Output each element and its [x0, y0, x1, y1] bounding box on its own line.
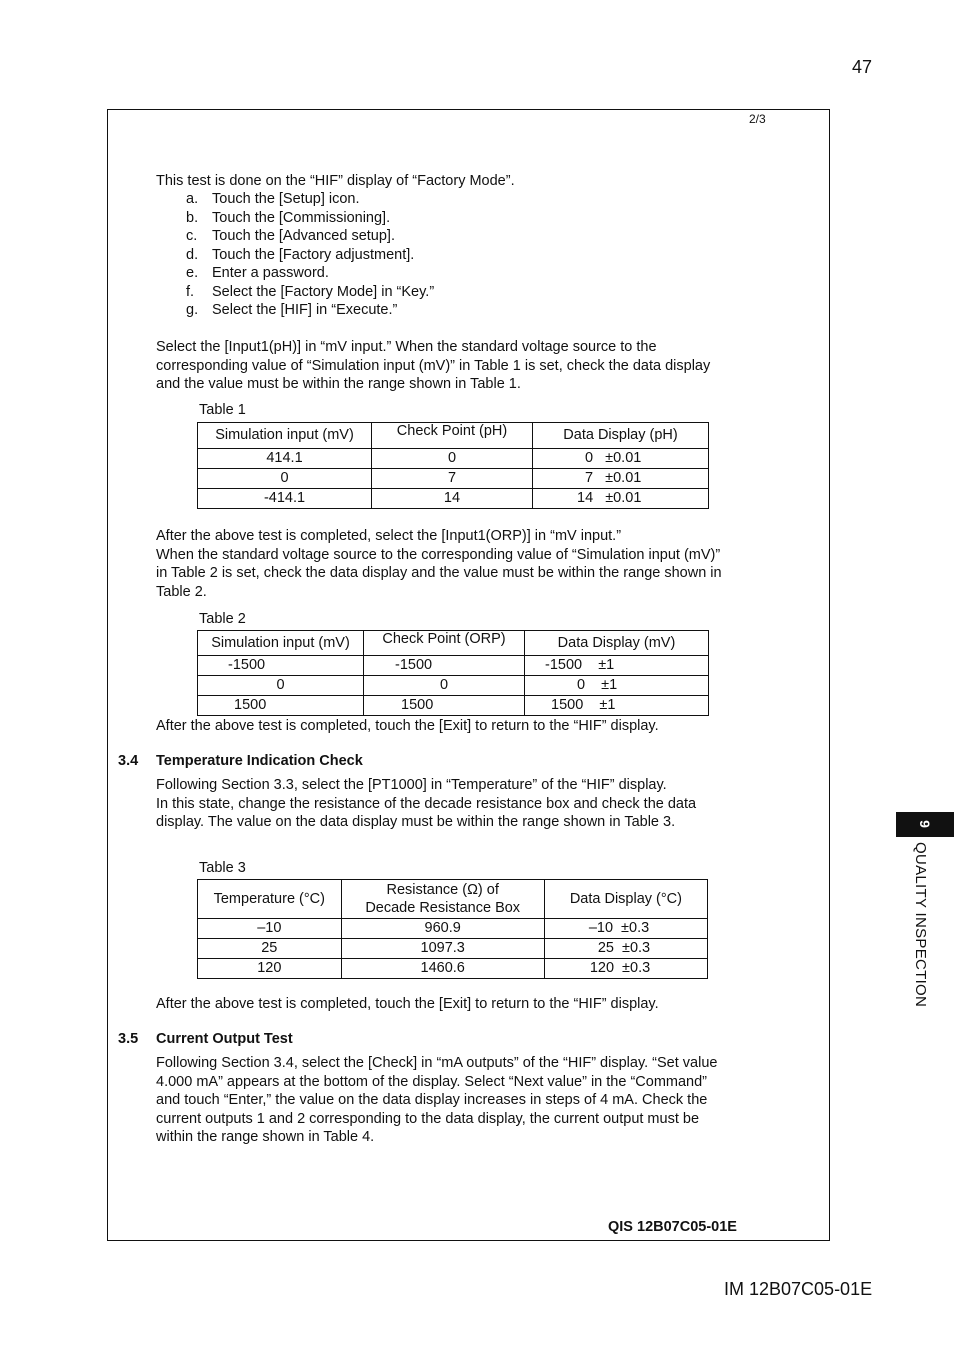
- list-letter: c.: [186, 228, 198, 244]
- table-header: Data Display (pH): [533, 423, 709, 449]
- list-text: Touch the [Commissioning].: [212, 209, 391, 226]
- sheet-number: 2/3: [749, 112, 766, 126]
- table-row: [198, 676, 709, 696]
- paragraph-2: [156, 527, 722, 601]
- paragraph-line: and touch “Enter,” the value on the data display increases in steps of 4 mA. Check the: [156, 1092, 708, 1108]
- table-cell: 7 ±0.01: [533, 469, 709, 489]
- table-cell: 25 ±0.3: [544, 939, 707, 959]
- table-cell: 0 ±0.01: [533, 449, 709, 469]
- table-cell: -1500 ±1: [525, 656, 709, 676]
- table-cell: -1500: [364, 656, 525, 676]
- intro-text: This test is done on the “HIF” display of “Factory Mode”.: [156, 173, 515, 189]
- table-cell: 14 ±0.01: [533, 489, 709, 509]
- table-cell: 414.1: [198, 449, 372, 469]
- table-cell: 7: [372, 469, 533, 489]
- list-text: Select the [Factory Mode] in “Key.”: [212, 283, 435, 300]
- table-row: [198, 959, 708, 979]
- paragraph-line: and the value must be within the range shown in Table 1.: [156, 376, 521, 392]
- table-1: [197, 422, 709, 509]
- table-cell: -414.1: [198, 489, 372, 509]
- table-cell: 14: [372, 489, 533, 509]
- list-item: [186, 301, 434, 320]
- table-cell: 960.9: [341, 919, 544, 939]
- table-cell: 1500: [364, 696, 525, 716]
- paragraph-3: After the above test is completed, touch the [Exit] to return to the “HIF” display.: [156, 718, 659, 734]
- table-2-caption: Table 2: [199, 611, 246, 627]
- table-cell: –10 ±0.3: [544, 919, 707, 939]
- list-item: [186, 227, 434, 246]
- table-header: Data Display (°C): [544, 880, 707, 919]
- paragraph-line: Following Section 3.3, select the [PT1000] in “Temperature” of the “HIF” display.: [156, 777, 667, 793]
- table-cell: 1460.6: [341, 959, 544, 979]
- paragraph-4: After the above test is completed, touch the [Exit] to return to the “HIF” display.: [156, 996, 659, 1012]
- paragraph-line: Select the [Input1(pH)] in “mV input.” When the standard voltage source to the: [156, 339, 657, 355]
- list-text: Select the [HIF] in “Execute.”: [212, 302, 398, 318]
- list-item: [186, 264, 434, 283]
- list-item: [186, 209, 434, 228]
- list-text: Touch the [Factory adjustment].: [212, 246, 415, 263]
- table-3-caption: Table 3: [199, 860, 246, 876]
- table-row: [198, 939, 708, 959]
- list-letter: e.: [186, 265, 199, 281]
- table-3: [197, 879, 708, 979]
- document-number: IM 12B07C05-01E: [724, 1279, 873, 1299]
- table-row: [198, 656, 709, 676]
- table-cell: -1500: [198, 656, 364, 676]
- section-number: 3.5: [118, 1031, 139, 1047]
- list-item: [186, 283, 434, 302]
- list-text: Touch the [Advanced setup].: [212, 228, 395, 244]
- table-row: [198, 489, 709, 509]
- header-line: Decade Resistance Box: [365, 900, 521, 916]
- list-letter: a.: [186, 191, 199, 207]
- list-text: Touch the [Setup] icon.: [212, 191, 360, 207]
- paragraph-line: After the above test is completed, select the [Input1(ORP)] in “mV input.”: [156, 528, 622, 544]
- page-number: 47: [852, 57, 873, 77]
- qis-code: QIS 12B07C05-01E: [608, 1219, 737, 1235]
- table-row: [198, 919, 708, 939]
- table-cell: 1097.3: [341, 939, 544, 959]
- list-item: [186, 190, 434, 209]
- section-number: 3.4: [118, 753, 139, 769]
- chapter-label: QUALITY INSPECTION: [912, 842, 929, 1008]
- paragraph-line: Table 2.: [156, 583, 207, 600]
- table-header: [341, 880, 544, 919]
- table-header: Simulation input (mV): [198, 423, 372, 449]
- paragraph-line: display. The value on the data display must be within the range shown in Table 3.: [156, 814, 676, 830]
- table-cell: 0: [198, 469, 372, 489]
- table-cell: 0: [364, 676, 525, 696]
- table-header: Check Point (ORP): [364, 631, 525, 656]
- paragraph-line: When the standard voltage source to the corresponding value of “Simulation input (mV)”: [156, 546, 721, 563]
- table-cell: 0: [372, 449, 533, 469]
- chapter-number: 9: [917, 820, 933, 828]
- paragraph-line: corresponding value of “Simulation input (mV)” in Table 1 is set, check the data display: [156, 357, 711, 374]
- paragraph-line: within the range shown in Table 4.: [156, 1129, 375, 1145]
- table-cell: 120: [198, 959, 342, 979]
- table-header: Simulation input (mV): [198, 631, 364, 656]
- table-header: Temperature (°C): [198, 880, 342, 919]
- section-3-5-text: [156, 1054, 717, 1147]
- paragraph-line: current outputs 1 and 2 corresponding to the data display, the current output must be: [156, 1110, 700, 1127]
- paragraph-line: in Table 2 is set, check the data display and the value must be within the range shown in: [156, 565, 722, 581]
- table-cell: –10: [198, 919, 342, 939]
- paragraph-line: 4.000 mA” appears at the bottom of the display. Select “Next value” in the “Command”: [156, 1073, 707, 1090]
- paragraph-1: [156, 338, 710, 394]
- table-cell: 120 ±0.3: [544, 959, 707, 979]
- table-cell: 1500: [198, 696, 364, 716]
- table-cell: 25: [198, 939, 342, 959]
- table-cell: 0: [198, 676, 364, 696]
- list-letter: d.: [186, 246, 199, 263]
- table-1-caption: Table 1: [199, 402, 246, 418]
- table-row: [198, 469, 709, 489]
- list-letter: f.: [186, 283, 195, 300]
- chapter-tab: [896, 812, 954, 837]
- list-letter: g.: [186, 302, 199, 318]
- paragraph-line: In this state, change the resistance of the decade resistance box and check the data: [156, 795, 697, 812]
- steps-list: [186, 190, 434, 320]
- list-letter: b.: [186, 209, 199, 226]
- table-header: Check Point (pH): [372, 423, 533, 449]
- section-title: Temperature Indication Check: [156, 753, 363, 769]
- section-3-4-text: [156, 776, 696, 832]
- table-row: [198, 449, 709, 469]
- header-line: Resistance (Ω) of: [386, 882, 499, 898]
- table-cell: 1500 ±1: [525, 696, 709, 716]
- list-item: [186, 246, 434, 265]
- table-header: Data Display (mV): [525, 631, 709, 656]
- paragraph-line: Following Section 3.4, select the [Check] in “mA outputs” of the “HIF” display. “Set value: [156, 1055, 718, 1071]
- table-row: [198, 696, 709, 716]
- section-title: Current Output Test: [156, 1031, 293, 1047]
- table-cell: 0 ±1: [525, 676, 709, 696]
- table-2: [197, 630, 709, 716]
- list-text: Enter a password.: [212, 265, 329, 281]
